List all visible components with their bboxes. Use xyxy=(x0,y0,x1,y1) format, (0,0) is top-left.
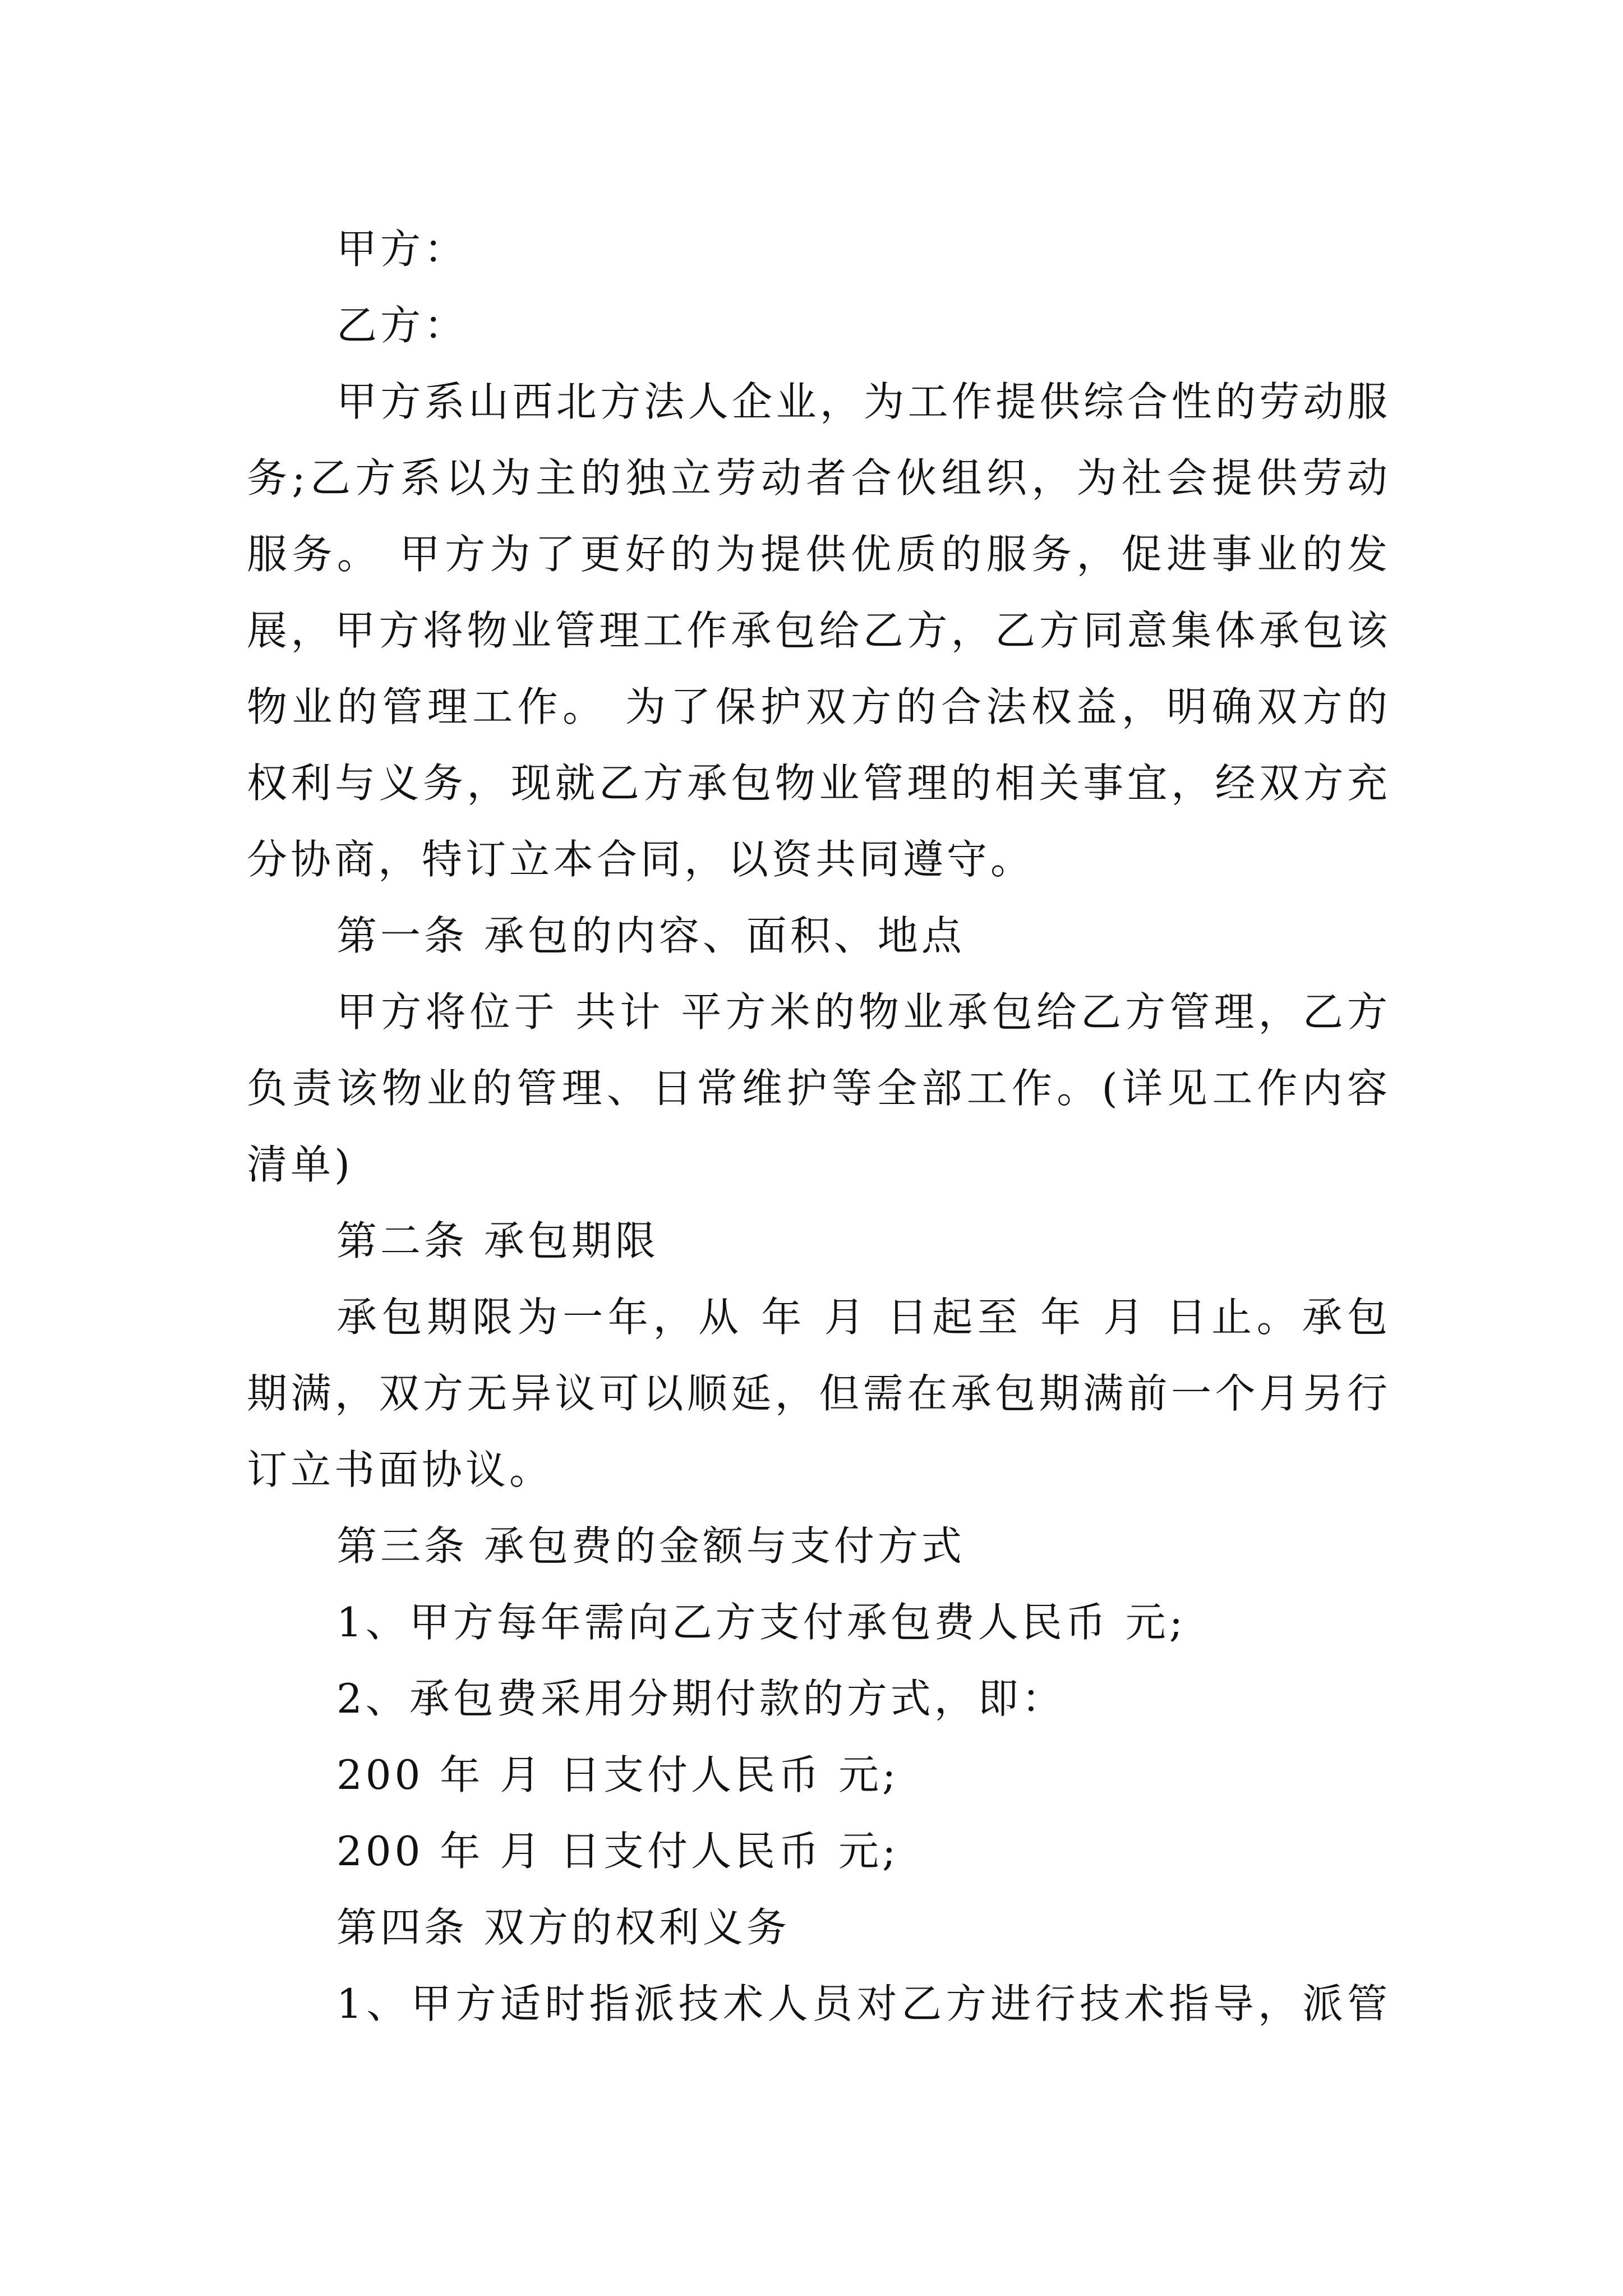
article-3-item: 1、甲方每年需向乙方支付承包费人民币 元; xyxy=(336,1599,1186,1646)
article-3-item: 2、承包费采用分期付款的方式，即： xyxy=(336,1675,1066,1722)
preamble-line: 服务。 甲方为了更好的为提供优质的服务，促进事业的发 xyxy=(247,531,1391,578)
preamble-line: 物业的管理工作。 为了保护双方的合法权益，明确双方的 xyxy=(247,683,1391,730)
payment-schedule-line: 200 年 月 日支付人民币 元; xyxy=(336,1751,900,1798)
article-4-item: 1、甲方适时指派技术人员对乙方进行技术指导，派管 xyxy=(336,1980,1391,2027)
article-1-heading: 第一条 承包的内容、面积、地点 xyxy=(336,912,965,959)
preamble-line: 分协商，特订立本合同，以资共同遵守。 xyxy=(247,836,1035,883)
preamble-line: 权利与义务，现就乙方承包物业管理的相关事宜，经双方充 xyxy=(247,760,1391,807)
article-2-heading: 第二条 承包期限 xyxy=(336,1217,659,1264)
article-1-text: 负责该物业的管理、日常维护等全部工作。(详见工作内容 xyxy=(247,1065,1391,1112)
preamble-line: 务;乙方系以为主的独立劳动者合伙组织，为社会提供劳动 xyxy=(247,454,1391,501)
article-2-text: 承包期限为一年，从 年 月 日起至 年 月 日止。承包 xyxy=(336,1294,1391,1341)
preamble-line: 甲方系山西北方法人企业，为工作提供综合性的劳动服 xyxy=(336,378,1391,425)
preamble-line: 展，甲方将物业管理工作承包给乙方，乙方同意集体承包该 xyxy=(247,607,1391,654)
article-1-text: 清单) xyxy=(247,1141,354,1188)
article-2-text: 订立书面协议。 xyxy=(247,1446,554,1493)
article-1-text: 甲方将位于 共计 平方米的物业承包给乙方管理，乙方 xyxy=(336,988,1391,1036)
payment-schedule-line: 200 年 月 日支付人民币 元; xyxy=(336,1828,900,1875)
article-2-text: 期满，双方无异议可以顺延，但需在承包期满前一个月另行 xyxy=(247,1370,1391,1417)
party-b-label: 乙方： xyxy=(336,302,468,349)
article-4-heading: 第四条 双方的权利义务 xyxy=(336,1904,790,1951)
party-a-label: 甲方： xyxy=(336,226,468,273)
article-3-heading: 第三条 承包费的金额与支付方式 xyxy=(336,1522,965,1570)
